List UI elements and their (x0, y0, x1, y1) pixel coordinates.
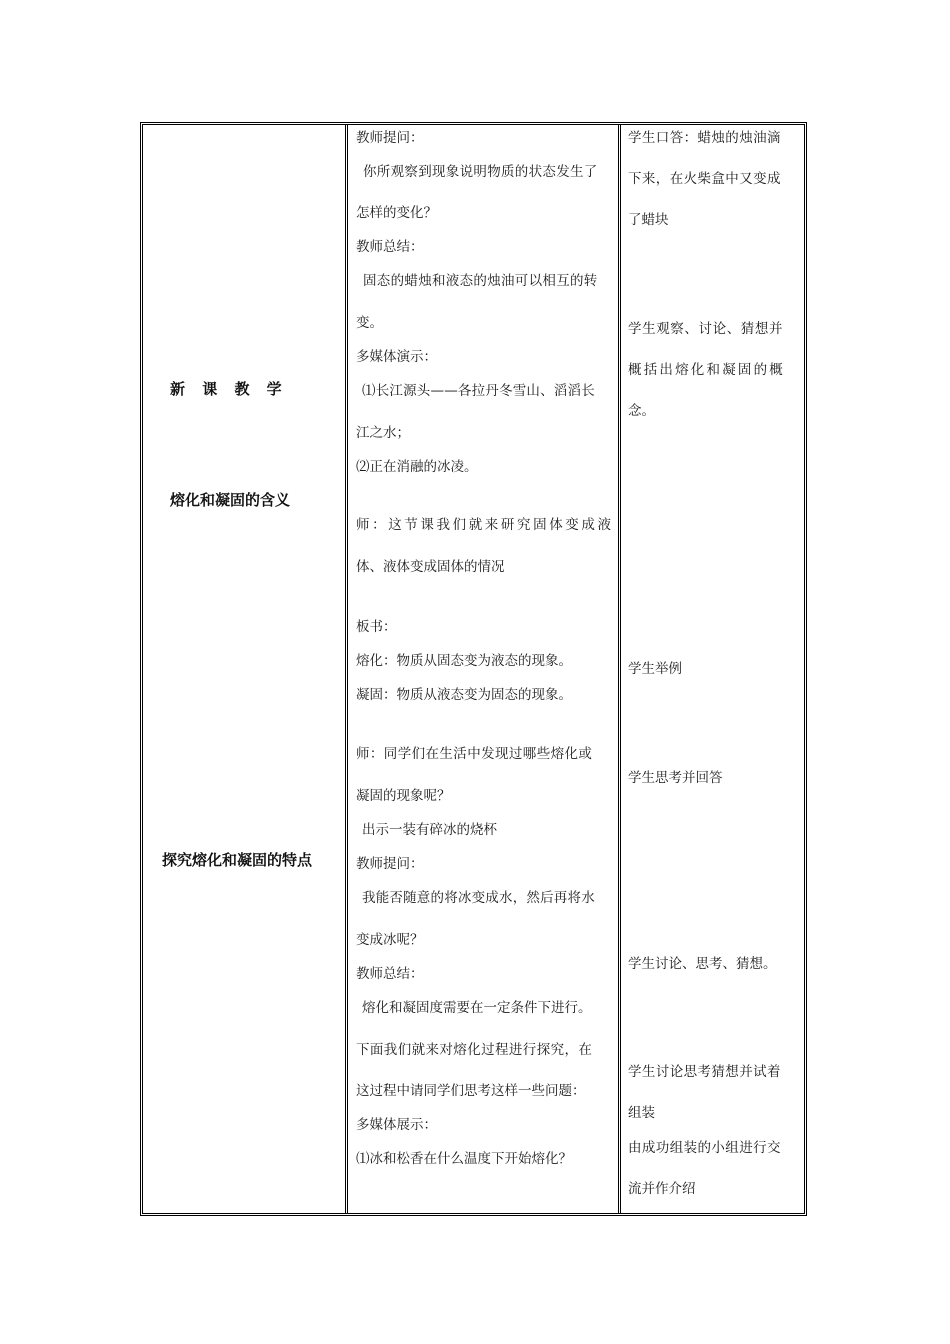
section-label-explore-features: 探究熔化和凝固的特点 (162, 851, 313, 869)
section-label-melting-meaning: 熔化和凝固的含义 (170, 491, 291, 509)
student-activity: 了蜡块 (628, 212, 669, 228)
column-divider (618, 124, 619, 1214)
text-line: ⑴冰和松香在什么温度下开始熔化？ (356, 1151, 572, 1167)
section-label-new-lesson: 新 课 教 学 (170, 380, 288, 398)
multimedia-demo-label: 多媒体演示： (356, 349, 437, 365)
text-line: 下面我们就来对熔化过程进行探究，在 (356, 1042, 593, 1058)
student-activity: 学生观察、讨论、猜想并 (628, 321, 784, 337)
teacher-question-label: 教师提问： (356, 130, 424, 146)
text-line: 江之水； (356, 425, 410, 441)
text-line: 熔化和凝固度需要在一定条件下进行。 (362, 1000, 592, 1016)
student-activity: 组装 (628, 1105, 655, 1121)
student-activity: 念。 (628, 403, 655, 419)
teacher-question-label: 教师提问： (356, 856, 424, 872)
definition-solidification: 凝固：物质从液态变为固态的现象。 (356, 687, 572, 703)
text-line: ⑴长江源头——各拉丹冬雪山、滔滔长 (362, 383, 595, 399)
board-writing-label: 板书： (356, 619, 397, 635)
student-activity: 学生举例 (628, 661, 682, 677)
student-activity: 学生思考并回答 (628, 770, 723, 786)
student-activity: 学生讨论思考猜想并试着 (628, 1064, 781, 1080)
student-activity: 由成功组装的小组进行交 (628, 1140, 781, 1156)
definition-melting: 熔化：物质从固态变为液态的现象。 (356, 653, 572, 669)
multimedia-show-label: 多媒体展示： (356, 1117, 437, 1133)
text-line: 出示一装有碎冰的烧杯 (362, 822, 497, 838)
student-activity: 学生讨论、思考、猜想。 (628, 956, 777, 972)
text-line: 变成冰呢？ (356, 932, 424, 948)
text-line: 怎样的变化？ (356, 205, 437, 221)
student-activity: 下来，在火柴盒中又变成 (628, 171, 781, 187)
teacher-summary-label: 教师总结： (356, 966, 424, 982)
text-line: 你所观察到现象说明物质的状态发生了 (363, 164, 598, 180)
text-line: 师：这节课我们就来研究固体变成液 (356, 517, 614, 533)
text-line: ⑵正在消融的冰凌。 (356, 459, 478, 475)
column-divider (345, 124, 346, 1214)
column-divider (347, 124, 348, 1214)
text-line: 体、液体变成固体的情况 (356, 559, 505, 575)
text-line: 我能否随意的将冰变成水，然后再将水 (362, 890, 595, 906)
student-activity: 概括出熔化和凝固的概 (628, 362, 785, 378)
teacher-summary-label: 教师总结： (356, 239, 424, 255)
text-line: 固态的蜡烛和液态的烛油可以相互的转 (363, 273, 598, 289)
text-line: 凝固的现象呢？ (356, 788, 451, 804)
column-divider (620, 124, 621, 1214)
text-line: 师：同学们在生活中发现过哪些熔化或 (356, 746, 593, 762)
text-line: 变。 (356, 315, 383, 331)
student-activity: 流并作介绍 (628, 1181, 696, 1197)
text-line: 这过程中请同学们思考这样一些问题： (356, 1083, 586, 1099)
student-activity: 学生口答：蜡烛的烛油滴 (628, 130, 781, 146)
